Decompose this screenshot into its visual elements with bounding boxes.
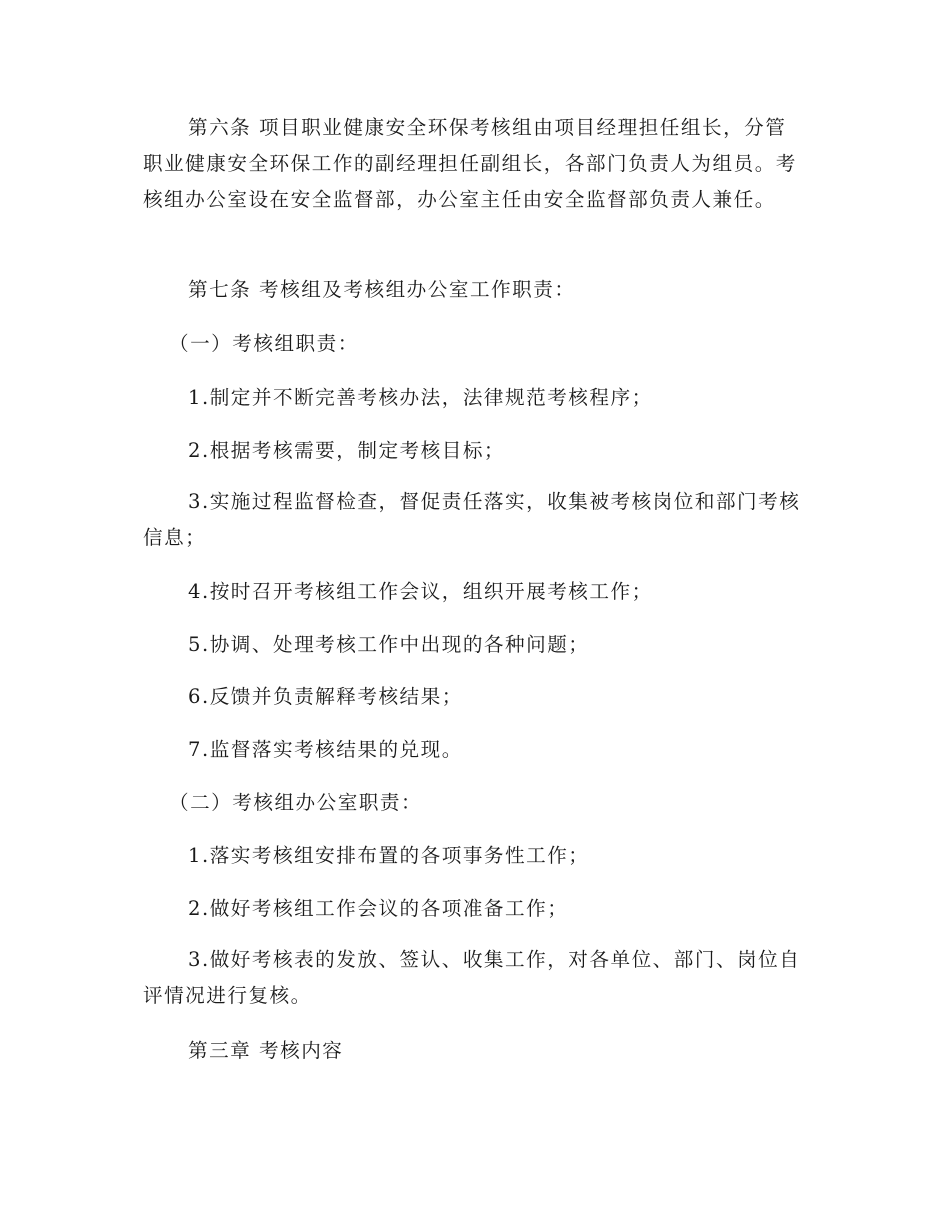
subheading-group-duties: （一）考核组职责： — [169, 332, 359, 355]
paragraph-article-6: 第六条 项目职业健康安全环保考核组由项目经理担任组长，分管职业健康安全环保工作的副经理担任副组长，各部门负责人为组员。考核组办公室设在安全监督部，办公室主任由安全监督部负责人兼任。 — [143, 116, 797, 211]
list-item: 1.落实考核组安排布置的各项事务性工作； — [188, 844, 590, 867]
list-item: 7.监督落实考核结果的兑现。 — [188, 738, 463, 761]
list-item: 2.做好考核组工作会议的各项准备工作； — [188, 897, 569, 920]
subheading-office-duties: （二）考核组办公室职责： — [169, 791, 423, 814]
list-item: 5.协调、处理考核工作中出现的各种问题； — [188, 633, 590, 656]
list-item: 4.按时召开考核组工作会议，组织开展考核工作； — [188, 580, 653, 603]
chapter-heading: 第三章 考核内容 — [188, 1039, 344, 1062]
list-item: 2.根据考核需要，制定考核目标； — [188, 439, 506, 462]
list-item: 3.做好考核表的发放、签认、收集工作，对各单位、部门、岗位自评情况进行复核。 — [143, 948, 801, 1007]
list-item: 1.制定并不断完善考核办法，法律规范考核程序； — [188, 386, 653, 409]
list-item: 3.实施过程监督检查，督促责任落实，收集被考核岗位和部门考核信息； — [143, 490, 801, 549]
paragraph-article-7: 第七条 考核组及考核组办公室工作职责： — [188, 278, 576, 301]
list-item: 6.反馈并负责解释考核结果； — [188, 685, 463, 708]
